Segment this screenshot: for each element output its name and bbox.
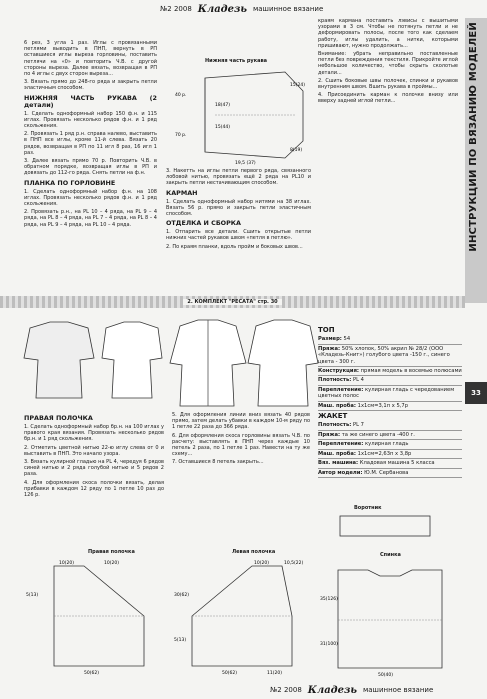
section-side-title [465,18,487,303]
section-heading: ПЛАНКА ПО ГОРЛОВИНЕ [24,178,116,187]
spec-value: прямая модель в восемью полюсами [360,368,462,375]
paragraph: 2. Сшить боковые швы полочек, спинки и рукавов внутренним швом. Вшить рукава в проймы... [318,77,458,91]
dim-label: 10(20) [59,561,74,566]
left-front-diagram [172,556,312,676]
paragraph: 1. Сделать одноформный набор нитями на 38 иглах. Вязать 56 р. прямо и закрыть петли эластичным способом. [166,198,311,218]
spec-row [318,335,462,344]
spec-value: 1х1см=2,63п х 3,8р [357,450,412,457]
dim-label: 10,5(22) [284,561,304,566]
paragraph: 3. Вязать кулирной гладью на PL 4, чередуя 6 рядов синей нитью и 2 ряда голубой нитью и 5 рядов 2 раза. [24,459,164,478]
section-heading: ПРАВАЯ ПОЛОЧКА [24,414,93,422]
paragraph: краям кармана поставить лэвисы с вышитыми узорами в 3 см. Чтобы не потянуть петли и не деформировать полосы, после того как сделаем работу, иглы удалить, а нитки, которыми пришивают, нужно продолжать... [318,18,458,49]
spec-box [318,325,462,478]
figure-title: Спинка [380,552,401,558]
figure-title: Нижняя часть рукава [205,58,267,64]
dim-label: 5(13) [174,638,187,643]
right-front-diagram [24,556,172,676]
side-title-text: ИНСТРУКЦИИ ПО ВЯЗАНИЮ МОДЕЛЕЙ [468,22,479,252]
dim-label: 40 р. [175,93,187,98]
issue-label: №2 2008 [160,5,192,13]
paragraph: 2. Провязать 1 ряд р.н. справа налево, выставить в ПНП все иглы, кроме 11-й слева. Вязать 20 рядов, возвращая в РП по 11 игл 8 раз, 16 игл 1 раз. [24,131,157,156]
dim-label: 70 р. [175,133,187,138]
sleeve-diagram [165,66,313,166]
band-title: 2. КОМПЛЕКТ "РЕСАТА" стр. 30 [183,299,281,305]
dim-label: 50(62) [84,671,99,676]
paragraph: 3. Вязать прямо до 248-го ряда и закрыть петли эластичным способом. [24,79,157,92]
dim-label: 35(126) [320,597,338,602]
dim-label: 10(20) [254,561,269,566]
paragraph: 1. Отпарить все детали. Сшить открытые петли нижних частей рукавов швом «петля в петлю». [166,229,311,242]
spec-row [318,469,462,478]
spec-value: 50% хлопок, 50% акрил № 28/2 (ООО «Кладезь-Книт») голубого цвета -150 г., синего цвета - 300 г. [318,345,450,365]
top-front-sketch [24,322,94,398]
paragraph: 2. Провязать р.н., на PL 10 – 4 ряда, на PL 9 – 4 ряда, на PL 8 – 4 ряда, на PL 7 – 4 ряда, на PL 8 – 4 ряда, на PL 9 – 4 ряда, на PL 10 – 4 ряда. [24,209,157,228]
brand-logo: Кладезь [197,3,247,15]
dim-label: 31(100) [320,642,338,647]
paragraph: 4. Для оформления скоса полочки вязать, делая прибавки в каждом 12 ряду по 1 петле 10 раз до 126 р. [24,479,164,499]
garment-sketches [20,318,320,408]
spec-value: кулирная гладь [365,441,409,448]
jacket-front-sketch [170,320,246,406]
paragraph: Внимание: убрать неправильно поставленные петли без повреждения текстиля. Прикройте иглой небольшое количество, чтобы скрыть сколотые детали... [318,51,458,76]
dim-label: 10(20) [104,561,119,566]
paragraph: 1. Сделать одноформный набор ф.н. на 108 иглах. Провязать несколько рядов ф.н. и 1 ряд скольжения. [24,188,157,208]
paragraph: 4. Присоединить карман к полочке внизу или вверху задней иглой петли... [318,92,458,105]
issue-label: №2 2008 [270,686,302,694]
spec-value: Ю.М. Сербанова [364,469,409,476]
top-back-sketch [102,322,162,398]
spec-key: Плотность: [318,377,352,384]
section-heading: ОТДЕЛКА И СБОРКА [166,219,241,228]
spec-row [318,421,462,430]
header-subtitle: машинное вязание [252,5,324,13]
spec-key: Конструкция: [318,368,359,375]
paragraph: 3. Далее вязать прямо 70 р. Повторить Ч.В. в обратном порядке, возвращая иглы в РП и довязать до 112-го ряда. Снять петли на ф.н. [24,158,157,177]
spec-key: Маш. проба: [318,402,357,409]
spec-key: Автор модели: [318,469,363,476]
dim-label: 30(62) [174,593,189,598]
collar-diagram [320,512,460,552]
spec-value: PL 4 [352,377,364,384]
spec-key: Переплетение: [318,441,364,448]
paragraph: 3. Накетть на иглы петли первого ряда, связанного лобовой нитью, провязать ещё 2 ряда на PL10 и закрыть петли нестачивающим способом. [166,168,311,187]
brand-logo: Кладезь [307,684,357,696]
spec-key: Плотность: [318,422,352,429]
page-number: 33 [465,382,487,404]
spec-value: PL 7 [352,422,364,429]
spec-row [318,402,462,411]
figure-title: Правая полочка [88,549,135,555]
section-band [0,296,465,308]
spec-title: ТОП [318,326,335,334]
text-column-1 [24,40,157,230]
spec-row [318,376,462,385]
dim-label: 50(40) [378,673,393,678]
section-heading: КАРМАН [166,188,198,197]
spec-row [318,431,462,440]
dim-label: 15(24) [290,83,305,88]
back-diagram [318,560,462,678]
section-heading: НИЖНЯЯ ЧАСТЬ РУКАВА (2 детали) [24,93,157,109]
spec-key: Вяз. машина: [318,460,359,467]
spec-value: 1х1см=3,1п х 5,7р [357,402,409,409]
dim-label: 19,5 (37) [235,161,256,166]
spec-row [318,345,462,367]
page-footer [270,683,433,697]
spec-value: Кладовая машина 5 класса [359,460,435,467]
spec-key: Переплетение: [318,386,364,393]
dim-label: 18(47) [215,103,230,108]
text-column-2 [166,168,311,252]
text-column-5 [172,412,310,468]
spec-title: ЖАКЕТ [318,412,348,421]
paragraph: 7. Оставшиеся 8 петель закрыть... [172,459,264,466]
paragraph: 1. Сделать одноформный набор 150 ф.н. и 115 иглах. Провязать несколько рядов ф.н. и 1 ряд скольжения. [24,110,157,130]
page-header [160,2,407,16]
spec-value: кулирная гладь с чередованием цветных полос [318,386,455,400]
figure-title: Левая полочка [232,549,276,555]
spec-row [318,386,462,402]
paragraph: 1. Сделать одноформный набор бр.н. на 100 иглах у правого края вязания. Провязать несколько рядов бр.н. и 1 ряд скольжения. [24,424,164,443]
paragraph: 6. Для оформления скоса горловины вязать Ч.В. по расчету: выставлять в ПНП через каждые 10 петель 2 раза, по 1 петле 1 раз. Навести на ту же схему... [172,432,310,458]
jacket-back-sketch [248,320,318,406]
paragraph: 5. Для оформления линии вниз вязать 40 рядов прямо, затем делать убавки в каждом 10-м ряду по 1 петле 22 раза до 366 ряда. [172,412,310,431]
spec-key: Пряжа: [318,431,341,438]
dim-label: 8(19) [290,148,303,153]
spec-key: Пряжа: [318,345,341,352]
spec-value: 54 [343,336,351,343]
paragraph: 6 рез, 3 угла 1 раз. Иглы с провязанными петлями выводить в ПНП, вернуть в РП оставшиеся иглы выреза горловины, поставить петлячи на «0» и повторить Ч.В. с другой стороны выреза. Далее вязать, возвращая в РП по 4 иглы с двух сторон выреза... [24,40,157,78]
text-column-4 [24,412,164,500]
footer-subtitle: машинное вязание [362,686,434,694]
spec-key: Маш. проба: [318,450,357,457]
spec-key: Размер: [318,336,342,343]
dim-label: 15(44) [215,125,230,130]
dim-label: 5(13) [26,593,39,598]
spec-value: та же синего цвета -400 г. [341,431,415,438]
dim-label: 11(20) [267,671,282,676]
spec-row [318,440,462,449]
figure-title: Воротник [354,505,382,511]
paragraph: 2. Отметить цветной нитью 22-ю иглу слева от 0 и выставить в ПНП. Это начало узора. [24,444,164,457]
dim-label: 50(62) [222,671,237,676]
text-column-3 [318,18,458,107]
paragraph: 2. По краям планки, вдоль пройм и боковых швов... [166,243,303,250]
spec-row [318,367,462,376]
spec-row [318,459,462,468]
spec-row [318,450,462,459]
